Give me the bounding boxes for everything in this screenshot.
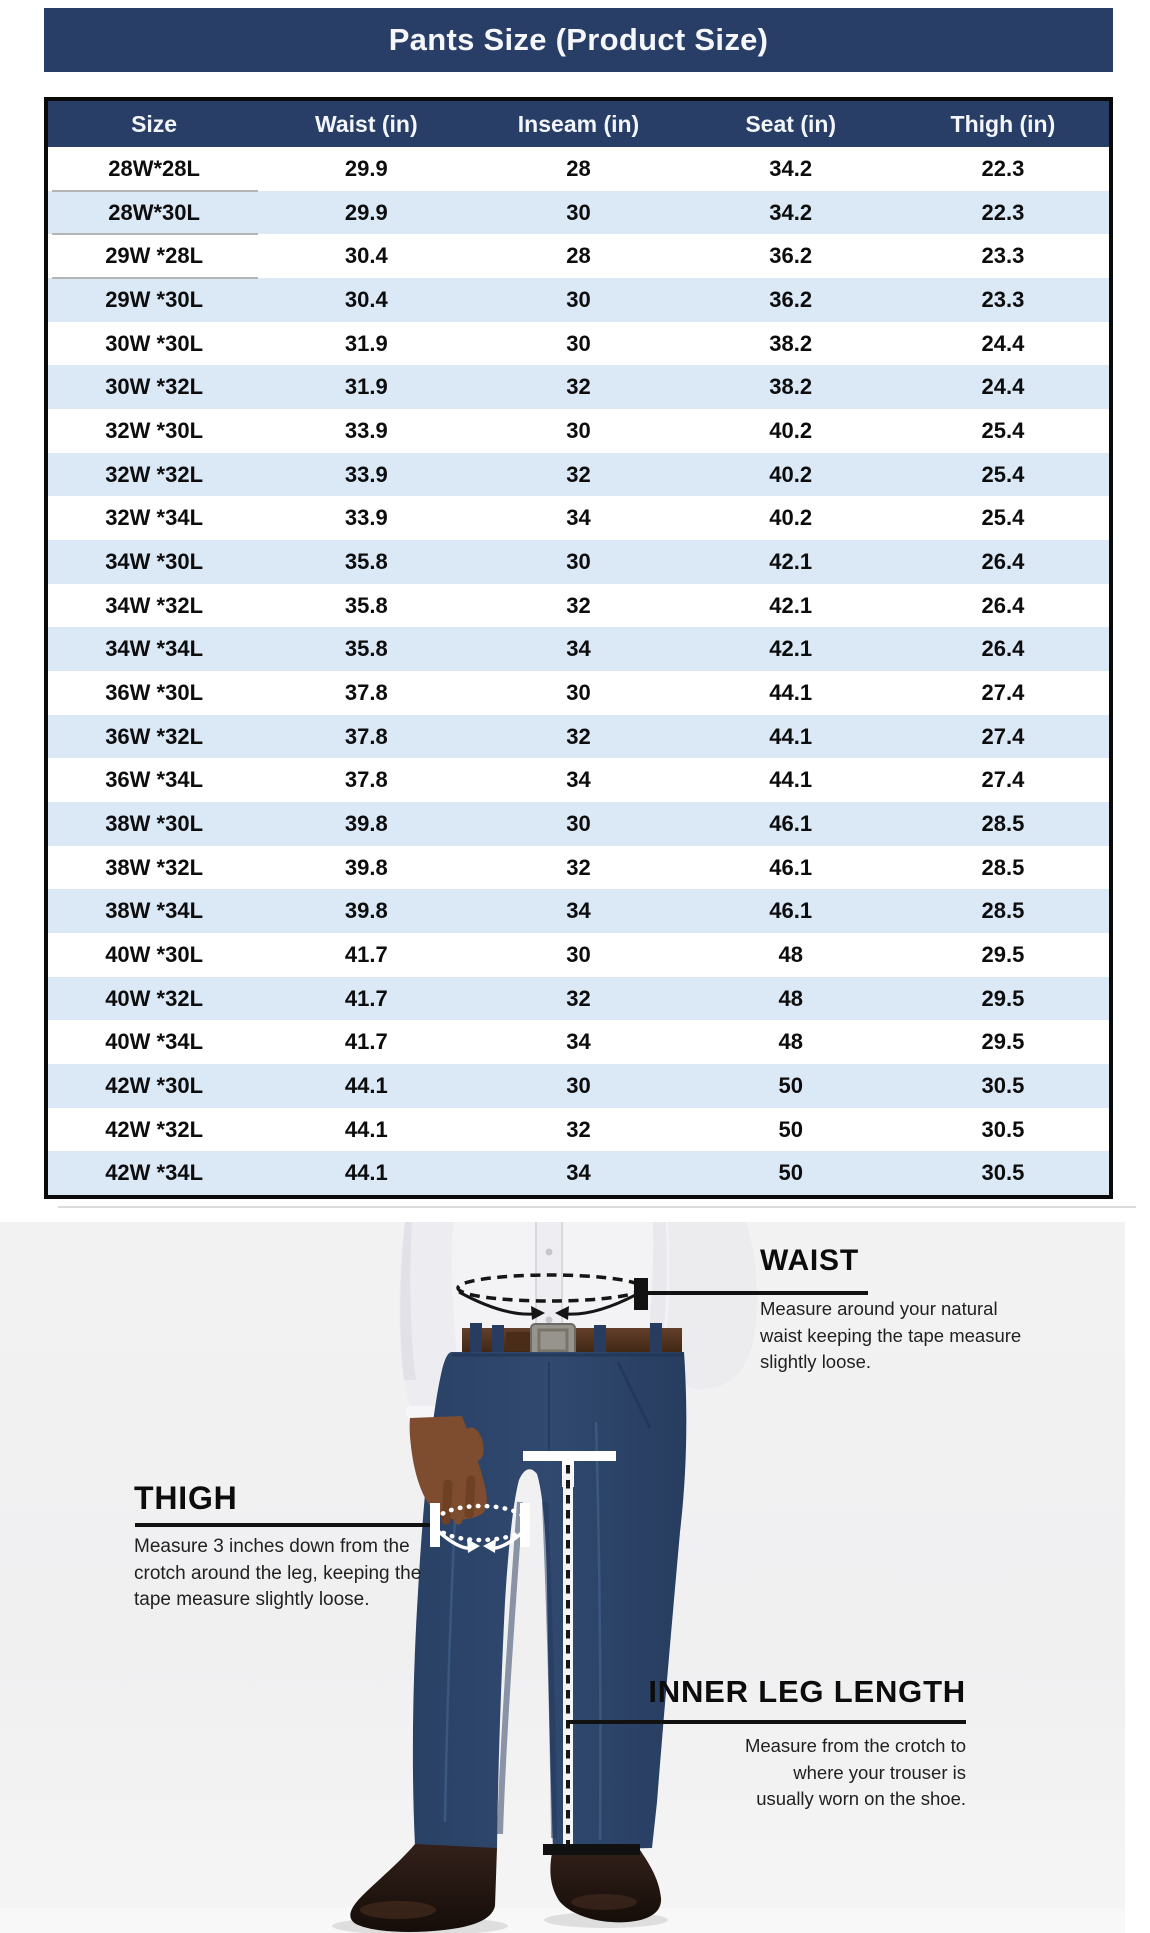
size-cell: 30W *32L: [105, 374, 204, 400]
size-cell: 38W *32L: [105, 854, 204, 880]
table-row: [48, 496, 1109, 540]
column-header: Size: [131, 110, 178, 137]
shoe-highlight: [360, 1901, 436, 1919]
size-table: [44, 97, 1113, 1199]
size-cell: 32W *30L: [105, 417, 204, 443]
size-cell: 34W *30L: [105, 548, 204, 574]
measure-cell: 32: [566, 461, 591, 487]
thigh-tick: [520, 1503, 530, 1547]
finger: [458, 1484, 460, 1520]
measure-cell: 33.9: [344, 417, 388, 443]
measure-cell: 22.3: [981, 155, 1025, 181]
measure-cell: 46.1: [769, 854, 813, 880]
measure-cell: 34: [566, 505, 591, 531]
measure-cell: 28: [566, 155, 591, 181]
measure-cell: 30: [566, 679, 591, 705]
measure-cell: 30.5: [981, 1072, 1025, 1098]
column-header: Thigh (in): [950, 110, 1056, 137]
measure-cell: 29.5: [981, 1029, 1025, 1055]
measure-cell: 41.7: [344, 941, 388, 967]
measure-cell: 30: [566, 941, 591, 967]
table-row: [48, 627, 1109, 671]
inner-leg-description: Measure from the crotch to where your trouser is usually worn on the shoe.: [744, 1735, 966, 1809]
measure-cell: 46.1: [769, 810, 813, 836]
measure-cell: 39.8: [344, 854, 388, 880]
table-header-row: [48, 101, 1109, 147]
measure-cell: 30: [566, 1072, 591, 1098]
measure-cell: 32: [566, 374, 591, 400]
shoe-highlight: [571, 1894, 637, 1910]
measure-cell: 30: [566, 330, 591, 356]
size-cell: 30W *30L: [105, 330, 204, 356]
measure-cell: 25.4: [981, 461, 1025, 487]
measure-cell: 34: [566, 636, 591, 662]
measure-cell: 39.8: [344, 810, 388, 836]
table-row: [48, 234, 1109, 278]
measure-cell: 24.4: [981, 374, 1025, 400]
measure-cell: 40.2: [769, 461, 813, 487]
table-row: [48, 191, 1109, 235]
table-shadow-line: [58, 1206, 1136, 1208]
measure-cell: 38.2: [769, 330, 813, 356]
measure-cell: 32: [566, 592, 591, 618]
measure-cell: 35.8: [344, 548, 388, 574]
size-cell: 36W *32L: [105, 723, 204, 749]
thigh-description: Measure 3 inches down from the crotch around the leg, keeping the tape measure slightly loose.: [134, 1536, 422, 1610]
measure-cell: 42.1: [769, 548, 813, 574]
measure-cell: 30.4: [344, 286, 388, 312]
measure-cell: 44.1: [344, 1116, 388, 1142]
measure-cell: 26.4: [981, 636, 1025, 662]
measure-cell: 30.5: [981, 1160, 1025, 1186]
measure-cell: 24.4: [981, 330, 1025, 356]
measure-cell: 50: [778, 1072, 803, 1098]
thigh-underline: [135, 1523, 431, 1527]
table-row: [48, 1151, 1109, 1195]
measure-cell: 28.5: [981, 898, 1025, 924]
measure-cell: 39.8: [344, 898, 388, 924]
table-row: [48, 584, 1109, 628]
belt-loop: [470, 1323, 482, 1357]
size-cell: 34W *32L: [105, 592, 204, 618]
table-row: [48, 889, 1109, 933]
measure-cell: 28: [566, 243, 591, 269]
measure-cell: 40.2: [769, 417, 813, 443]
measurement-guide: [0, 1222, 1125, 1933]
column-header: Inseam (in): [517, 110, 640, 137]
size-cell: 34W *34L: [105, 636, 204, 662]
measure-cell: 41.7: [344, 985, 388, 1011]
measure-cell: 34.2: [769, 155, 813, 181]
measure-cell: 37.8: [344, 767, 388, 793]
measure-cell: 27.4: [981, 679, 1025, 705]
measure-cell: 26.4: [981, 548, 1025, 574]
size-cell: 38W *30L: [105, 810, 204, 836]
inner-leg-heading: INNER LEG LENGTH: [648, 1674, 966, 1709]
table-row: [48, 409, 1109, 453]
measure-cell: 29.9: [344, 155, 388, 181]
waist-heading: WAIST: [760, 1244, 859, 1277]
finger: [469, 1480, 471, 1514]
measure-cell: 33.9: [344, 505, 388, 531]
table-row: [48, 802, 1109, 846]
measure-cell: 31.9: [344, 374, 388, 400]
waist-callout-line: [648, 1291, 868, 1295]
measure-cell: 30: [566, 548, 591, 574]
size-cell: 40W *32L: [105, 985, 204, 1011]
measure-cell: 30: [566, 199, 591, 225]
measure-cell: 48: [778, 985, 803, 1011]
belt-tail: [506, 1332, 532, 1351]
table-row: [48, 365, 1109, 409]
measure-cell: 34: [566, 898, 591, 924]
belt-loop: [650, 1323, 662, 1357]
shirt-button: [546, 1317, 553, 1324]
table-row: [48, 933, 1109, 977]
size-cell: 40W *34L: [105, 1029, 204, 1055]
measure-cell: 26.4: [981, 592, 1025, 618]
measure-cell: 29.5: [981, 985, 1025, 1011]
size-cell: 40W *30L: [105, 941, 204, 967]
measure-cell: 27.4: [981, 767, 1025, 793]
measure-cell: 32: [566, 985, 591, 1011]
measure-cell: 38.2: [769, 374, 813, 400]
size-cell: 42W *32L: [105, 1116, 204, 1142]
table-row: [48, 1064, 1109, 1108]
measure-cell: 42.1: [769, 592, 813, 618]
measure-cell: 34: [566, 1160, 591, 1186]
left-shoe: [350, 1844, 497, 1932]
measure-cell: 34: [566, 1029, 591, 1055]
crotch-bar: [523, 1451, 616, 1461]
measure-cell: 32: [566, 1116, 591, 1142]
measure-cell: 29.5: [981, 941, 1025, 967]
size-cell: 32W *32L: [105, 461, 204, 487]
column-header: Seat (in): [745, 110, 837, 137]
measure-cell: 28.5: [981, 810, 1025, 836]
measure-cell: 33.9: [344, 461, 388, 487]
size-cell: 36W *34L: [105, 767, 204, 793]
table-row: [48, 322, 1109, 366]
measure-cell: 30.5: [981, 1116, 1025, 1142]
finger: [446, 1484, 448, 1520]
measure-cell: 25.4: [981, 417, 1025, 443]
measure-cell: 23.3: [981, 286, 1025, 312]
measure-cell: 22.3: [981, 199, 1025, 225]
size-cell: 36W *30L: [105, 679, 204, 705]
measure-cell: 41.7: [344, 1029, 388, 1055]
measure-cell: 30.4: [344, 243, 388, 269]
table-row: [48, 758, 1109, 802]
size-cell: 42W *34L: [105, 1160, 204, 1186]
thigh-heading: THIGH: [134, 1480, 238, 1516]
measure-cell: 46.1: [769, 898, 813, 924]
measure-cell: 35.8: [344, 592, 388, 618]
measure-cell: 28.5: [981, 854, 1025, 880]
measure-cell: 48: [778, 1029, 803, 1055]
measure-cell: 42.1: [769, 636, 813, 662]
measure-cell: 44.1: [344, 1072, 388, 1098]
measure-cell: 29.9: [344, 199, 388, 225]
table-row: [48, 147, 1109, 191]
shirt-button: [546, 1249, 553, 1256]
measure-cell: 25.4: [981, 505, 1025, 531]
waist-description: Measure around your natural waist keeping the tape measure slightly loose.: [760, 1298, 1022, 1372]
measure-cell: 30: [566, 810, 591, 836]
measure-cell: 34.2: [769, 199, 813, 225]
page-title: Pants Size (Product Size): [388, 22, 769, 57]
measure-cell: 40.2: [769, 505, 813, 531]
measure-cell: 36.2: [769, 286, 813, 312]
measure-cell: 37.8: [344, 723, 388, 749]
measure-cell: 50: [778, 1160, 803, 1186]
measure-cell: 32: [566, 723, 591, 749]
measure-cell: 50: [778, 1116, 803, 1142]
size-cell: 28W*28L: [48, 147, 260, 191]
measure-cell: 44.1: [769, 679, 813, 705]
size-cell: 42W *30L: [105, 1072, 204, 1098]
size-cell: 29W *30L: [105, 286, 204, 312]
title-bar: [44, 8, 1113, 72]
table-row: [48, 977, 1109, 1021]
measure-cell: 23.3: [981, 243, 1025, 269]
inner-leg-underline: [568, 1720, 966, 1724]
measure-cell: 37.8: [344, 679, 388, 705]
table-row: [48, 453, 1109, 497]
measure-cell: 44.1: [769, 723, 813, 749]
measure-cell: 48: [778, 941, 803, 967]
size-cell: 29W *28L: [48, 234, 260, 278]
table-row: [48, 1108, 1109, 1152]
table-row: [48, 1020, 1109, 1064]
measure-cell: 30: [566, 417, 591, 443]
table-row: [48, 715, 1109, 759]
size-cell: 28W*30L: [48, 191, 260, 235]
table-row: [48, 540, 1109, 584]
column-header: Waist (in): [314, 110, 418, 137]
table-row: [48, 278, 1109, 322]
measure-cell: 35.8: [344, 636, 388, 662]
measure-cell: 34: [566, 767, 591, 793]
measure-cell: 44.1: [344, 1160, 388, 1186]
table-body: [48, 147, 1109, 1195]
measure-cell: 27.4: [981, 723, 1025, 749]
measure-cell: 31.9: [344, 330, 388, 356]
measure-cell: 44.1: [769, 767, 813, 793]
waist-marker-bar: [634, 1278, 648, 1310]
table-row: [48, 671, 1109, 715]
measure-cell: 30: [566, 286, 591, 312]
ankle-bar: [543, 1844, 640, 1855]
measure-cell: 32: [566, 854, 591, 880]
size-cell: 32W *34L: [105, 505, 204, 531]
measure-cell: 36.2: [769, 243, 813, 269]
table-row: [48, 846, 1109, 890]
size-cell: 38W *34L: [105, 898, 204, 924]
